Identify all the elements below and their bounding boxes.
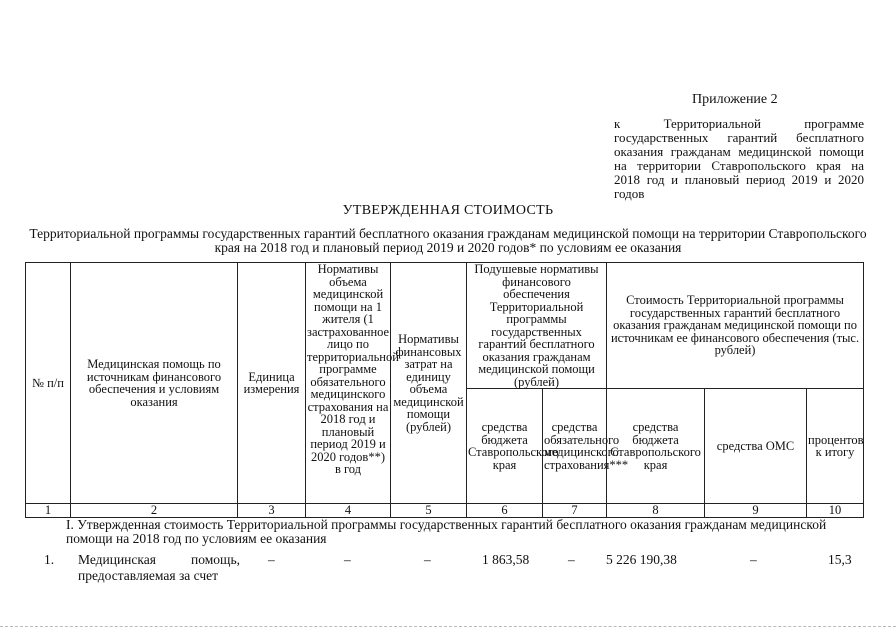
document-subtitle: Территориальной программы государственных гарантий бесплатного оказания гражданам медицинской помощи на территории Ставропольского края на 2018 год и плановый период 2019 и 2020 годов* по условиям ее оказания <box>29 226 867 255</box>
header-volume: Нормативы объема медицинской помощи на 1 жителя (1 застрахованное лицо по территориальной программе обязательного медицинского страхования на 2018 год и плановый период 2019 и 2020 годов**) в год <box>306 263 391 504</box>
row-name: Медицинская помощь, предоставляемая за счет <box>78 552 240 583</box>
row-unit: – <box>268 552 275 567</box>
header-per-capita-oms: средства обязательного медицинского страхования*** <box>543 389 607 504</box>
header-total-cost: Стоимость Территориальной программы государственных гарантий бесплатного оказания гражданам медицинской помощи по источникам ее финансового обеспечения (тыс. рублей) <box>607 263 864 389</box>
header-per-capita-budget: средства бюджета Ставропольского края <box>467 389 543 504</box>
row-volume: – <box>344 552 351 567</box>
row-number: 1. <box>44 552 55 567</box>
column-number: 9 <box>705 504 807 518</box>
header-per-capita: Подушевые нормативы финансового обеспечения Территориальной программы государственных гарантий бесплатного оказания гражданам медицинской помощи (рублей) <box>467 263 607 389</box>
document-title: УТВЕРЖДЕННАЯ СТОИМОСТЬ <box>342 203 554 218</box>
appendix-title: Приложение 2 <box>692 92 778 107</box>
appendix-text: к Территориальной программе государственных гарантий бесплатного оказания гражданам медицинской помощи на территории Ставропольского края на 2018 год и плановый период 2019 и 2020 годов <box>614 116 864 201</box>
column-number: 4 <box>306 504 391 518</box>
column-number: 7 <box>543 504 607 518</box>
section-title: I. Утвержденная стоимость Территориальной программы государственных гарантий бесплатного оказания гражданам медицинской помощи на 2018 год по условиям ее оказания <box>66 517 827 546</box>
column-number: 10 <box>807 504 864 518</box>
row-per-capita-budget: 1 863,58 <box>482 552 530 567</box>
header-total-percent: процентов к итогу <box>807 389 864 504</box>
column-number: 3 <box>238 504 306 518</box>
header-total-oms: средства ОМС <box>705 389 807 504</box>
column-number: 1 <box>26 504 71 518</box>
header-num: № п/п <box>26 263 71 504</box>
column-number: 6 <box>467 504 543 518</box>
column-number: 8 <box>607 504 705 518</box>
column-number: 5 <box>391 504 467 518</box>
header-total-budget: средства бюджета Ставропольского края <box>607 389 705 504</box>
header-care: Медицинская помощь по источникам финансового обеспечения и условиям оказания <box>71 263 238 504</box>
row-total-oms: – <box>750 552 757 567</box>
cost-table <box>25 262 864 518</box>
row-per-capita-oms: – <box>568 552 575 567</box>
header-unit: Единица измерения <box>238 263 306 504</box>
column-number: 2 <box>71 504 238 518</box>
row-total-budget: 5 226 190,38 <box>606 552 677 567</box>
row-cost: – <box>424 552 431 567</box>
header-cost: Нормативы финансовых затрат на единицу объема медицинской помощи (рублей) <box>391 263 467 504</box>
scan-edge-line <box>0 626 896 627</box>
row-percent: 15,3 <box>828 552 852 567</box>
